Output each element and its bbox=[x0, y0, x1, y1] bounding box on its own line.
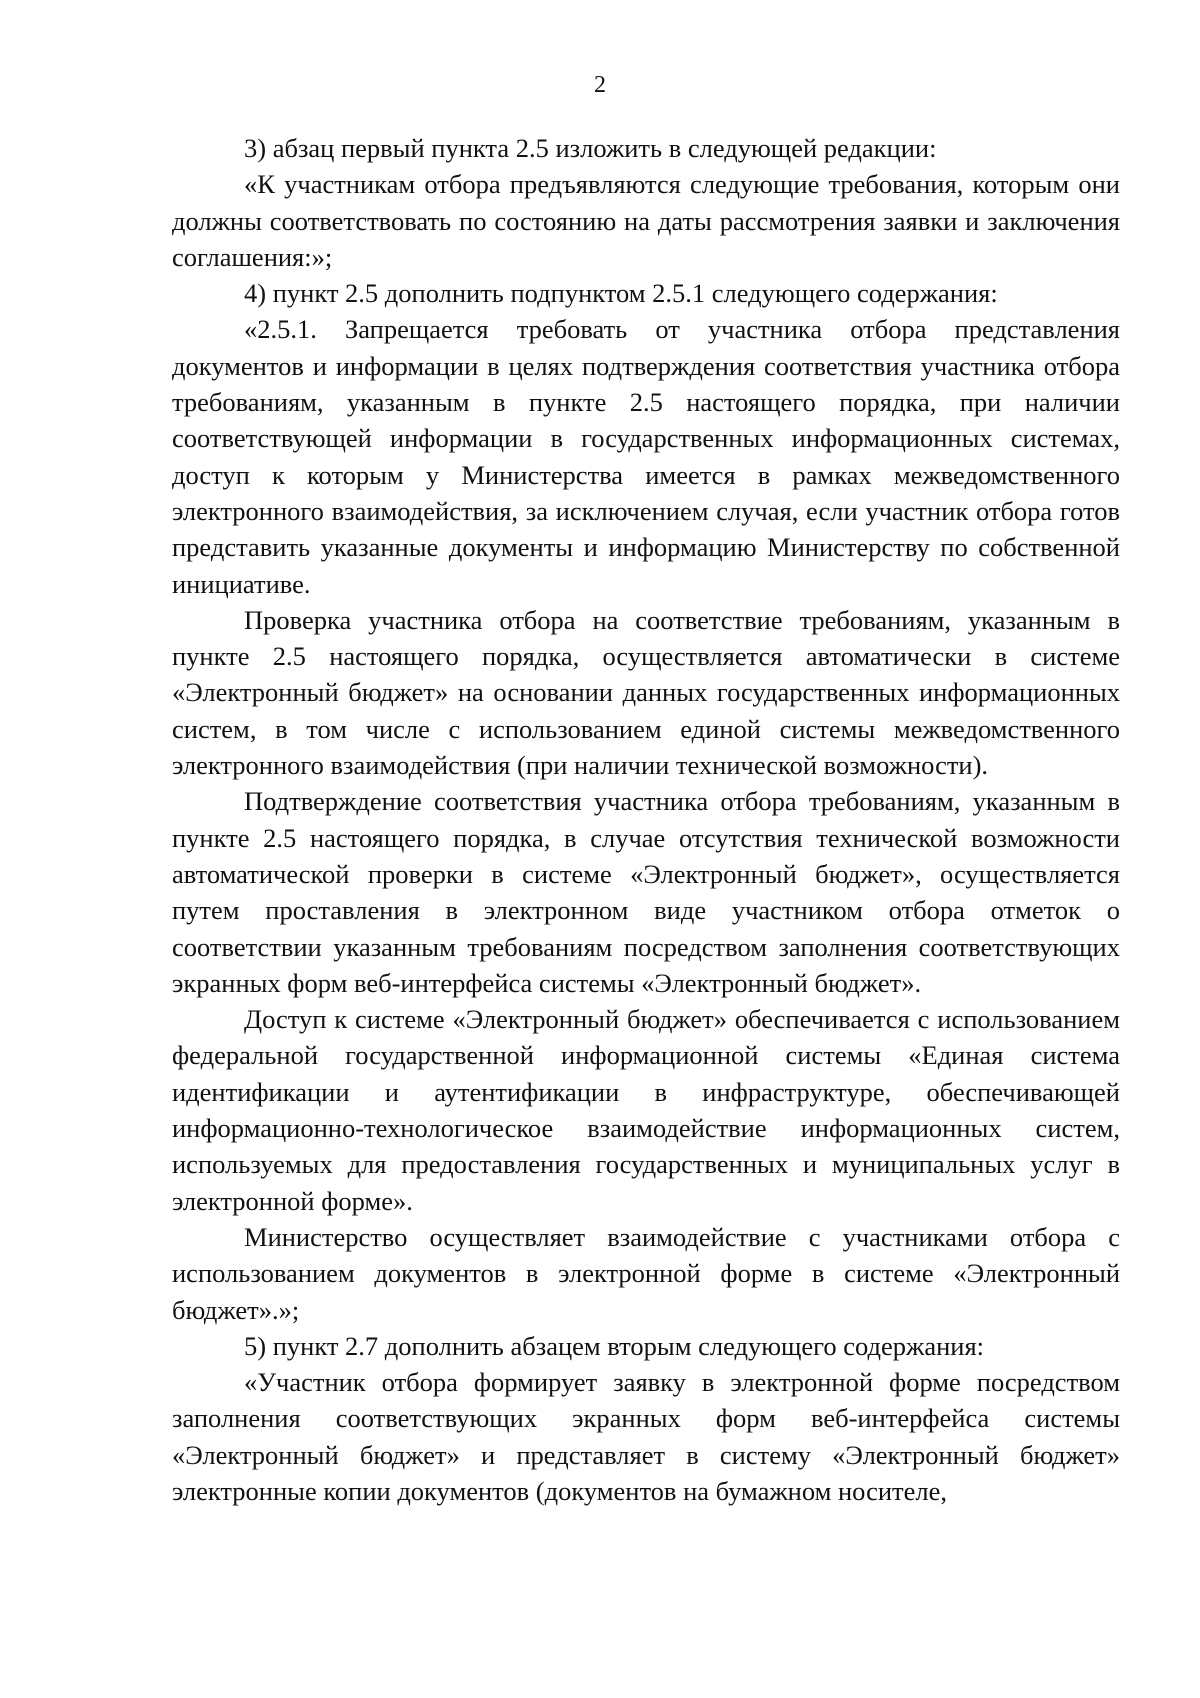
paragraph-quote-requirements: «К участникам отбора предъявляются следующие требования, которым они должны соответствовать по состоянию на даты рассмотрения заявки и заключения соглашения:»; bbox=[172, 169, 1120, 272]
paragraph-ministry-interaction: Министерство осуществляет взаимодействие с участниками отбора с использованием документов в электронной форме в системе «Электронный бюджет».»; bbox=[172, 1221, 1120, 1325]
paragraph-item-4-subpoint: 4) пункт 2.5 дополнить подпунктом 2.5.1 следующего содержания: bbox=[244, 278, 998, 309]
paragraph-application-forming: «Участник отбора формирует заявку в электронной форме посредством заполнения соответствующих экранных форм веб-интерфейса системы «Электронный бюджет» и представляет в систему «Электронный бюджет» электронные копии документов (документов на бумажном носителе, bbox=[172, 1367, 1120, 1506]
paragraph-2-5-1: «2.5.1. Запрещается требовать от участника отбора представления документов и информации в целях подтверждения соответствия участника отбора требованиям, указанным в пункте 2.5 настоящего порядка, при наличии соответствующей информации в государственных информационных системах, доступ к которым у Министерства имеется в рамках межведомственного электронного взаимодействия, за исключением случая, если участник отбора готов представить указанные документы и информацию Министерству по собственной инициативе. bbox=[172, 314, 1120, 599]
paragraph-verification: Проверка участника отбора на соответствие требованиям, указанным в пункте 2.5 настоящего порядка, осуществляется автоматически в системе «Электронный бюджет» на основании данных государственных информационных систем, в том числе с использованием единой системы межведомственного электронного взаимодействия (при наличии технической возможности). bbox=[172, 604, 1120, 781]
paragraph-item-3-abzats: 3) абзац первый пункта 2.5 изложить в следующей редакции: bbox=[244, 133, 937, 163]
paragraph-access: Доступ к системе «Электронный бюджет» обеспечивается с использованием федеральной государственной информационной системы «Единая система идентификации и аутентификации в инфраструктуре, обеспечивающей информационно-технологическое взаимодействие информационных систем, используемых для предоставления государственных и муниципальных услуг в электронной форме». bbox=[172, 1004, 1120, 1216]
document-body bbox=[172, 130, 1120, 1509]
page-number: 2 bbox=[594, 72, 606, 98]
paragraph-confirmation: Подтверждение соответствия участника отбора требованиям, указанным в пункте 2.5 настоящего порядка, в случае отсутствия технической возможности автоматической проверки в системе «Электронный бюджет», осуществляется путем проставления в электронном виде участником отбора отметок о соответствии указанным требованиям посредством заполнения соответствующих экранных форм веб-интерфейса системы «Электронный бюджет». bbox=[172, 786, 1120, 998]
paragraph-item-5-point-2-7: 5) пункт 2.7 дополнить абзацем вторым следующего содержания: bbox=[244, 1330, 984, 1361]
